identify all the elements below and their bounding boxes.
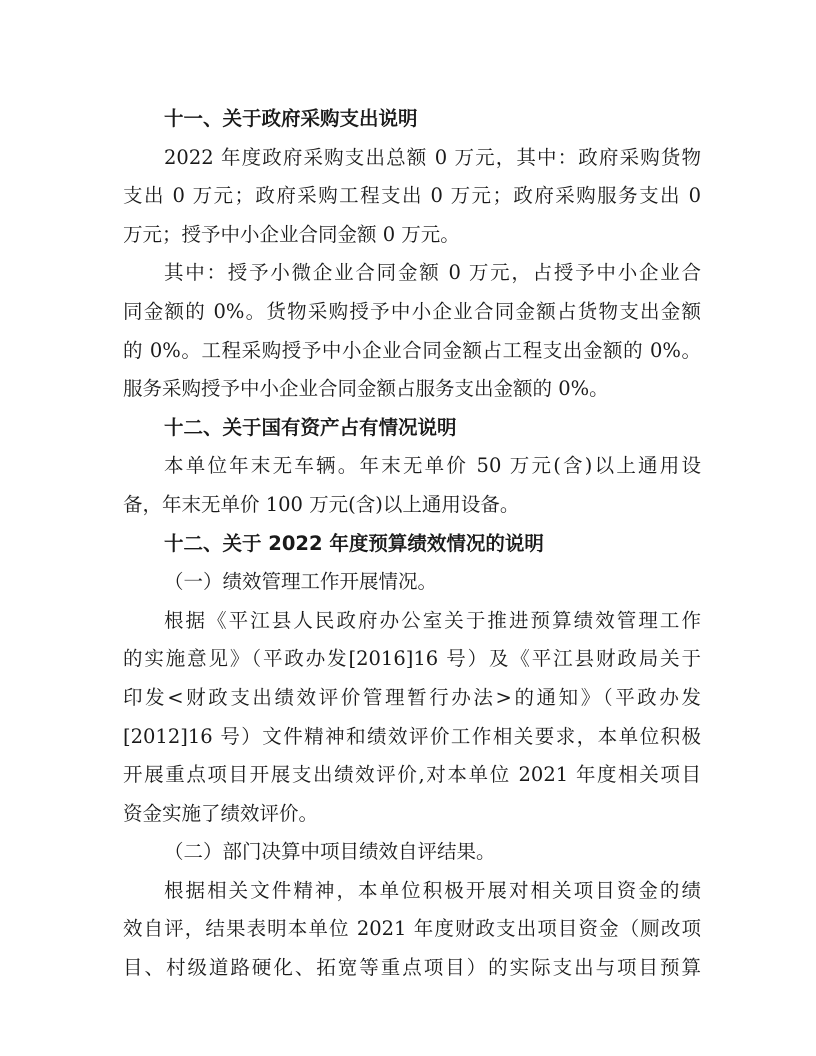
paragraph-line: 根据《平江县人民政府办公室关于推进预算绩效管理工作 (164, 608, 701, 632)
paragraph-line: 目、村级道路硬化、拓宽等重点项目）的实际支出与项目预算 (123, 956, 701, 980)
paragraph-line: 其中：授予小微企业合同金额 0 万元，占授予中小企业合 (164, 261, 701, 285)
paragraph-line: 开展重点项目开展支出绩效评价,对本单位 2021 年度相关项目 (123, 763, 701, 787)
section-heading-12-assets: 十二、关于国有资产占有情况说明 (164, 415, 457, 439)
paragraph-line: 同金额的 0%。货物采购授予中小企业合同金额占货物支出金额 (123, 299, 701, 323)
paragraph-line: 资金实施了绩效评价。 (123, 801, 319, 825)
paragraph-line: 本单位年末无车辆。年末无单价 50 万元(含)以上通用设 (164, 454, 701, 478)
subsection-heading-1: （一）绩效管理工作开展情况。 (164, 570, 438, 594)
paragraph-line: 万元；授予中小企业合同金额 0 万元。 (123, 222, 460, 246)
section-heading-11: 十一、关于政府采购支出说明 (164, 107, 418, 130)
paragraph-line: 印发<财政支出绩效评价管理暂行办法>的通知》（平政办发 (123, 685, 701, 709)
document-body (123, 100, 701, 988)
paragraph-line: 服务采购授予中小企业合同金额占服务支出金额的 0%。 (123, 377, 609, 401)
subsection-heading-2: （二）部门决算中项目绩效自评结果。 (164, 840, 496, 864)
section-heading-12-performance: 十二、关于 2022 年度预算绩效情况的说明 (164, 531, 544, 555)
paragraph-line: 备，年末无单价 100 万元(含)以上通用设备。 (123, 492, 520, 516)
paragraph-line: 2022 年度政府采购支出总额 0 万元，其中：政府采购货物 (164, 145, 701, 169)
paragraph-line: 的 0%。工程采购授予中小企业合同金额占工程支出金额的 0%。 (123, 338, 701, 362)
paragraph-line: 效自评，结果表明本单位 2021 年度财政支出项目资金（厕改项 (123, 917, 701, 941)
paragraph-line: [2012]16 号）文件精神和绩效评价工作相关要求，本单位积极 (123, 724, 701, 748)
paragraph-line: 的实施意见》（平政办发[2016]16 号）及《平江县财政局关于 (123, 647, 701, 671)
paragraph-line: 根据相关文件精神，本单位积极开展对相关项目资金的绩 (164, 878, 701, 902)
paragraph-line: 支出 0 万元；政府采购工程支出 0 万元；政府采购服务支出 0 (123, 184, 701, 208)
